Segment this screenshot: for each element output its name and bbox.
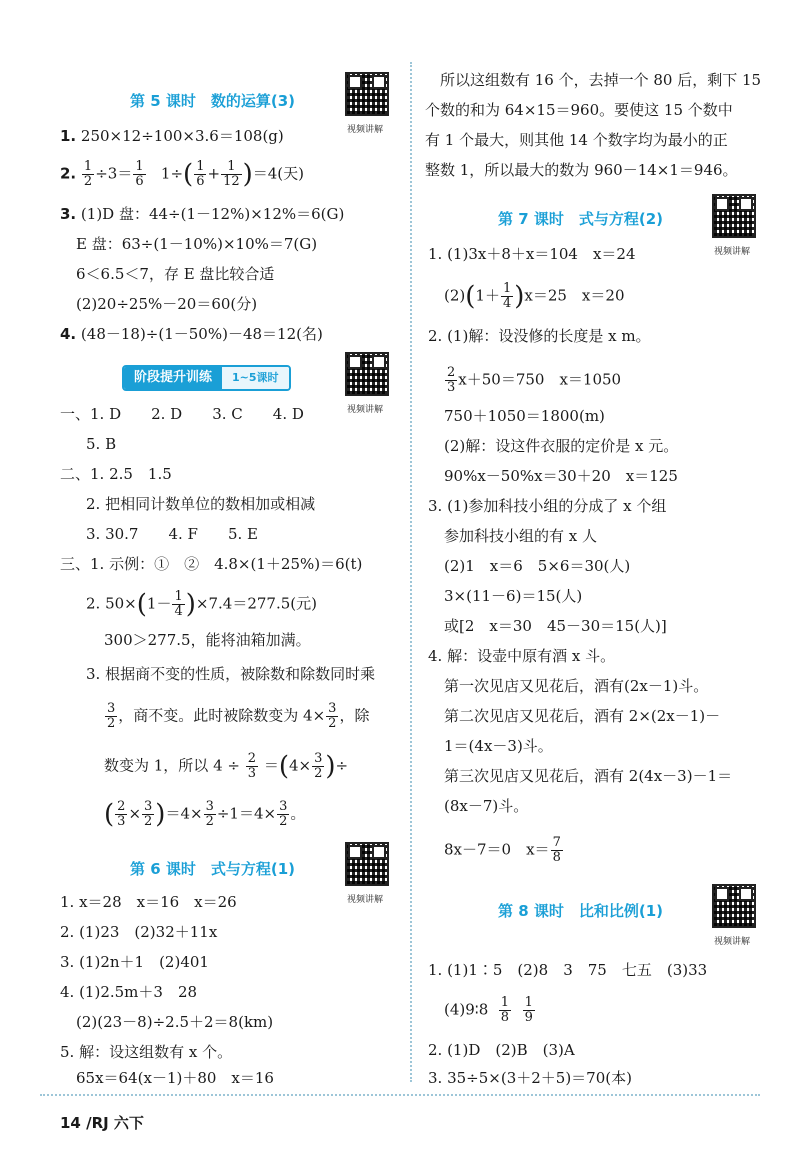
q7-2c: 750＋1050＝1800(m)	[444, 407, 605, 425]
q8-1b: (4)9∶8 $\frac{1}{8}$ $\frac{1}{9}$	[444, 995, 533, 1025]
q7-4b: 第一次见店又见花后，酒有(2x－1)斗。	[444, 677, 709, 695]
qr-label: 视频讲解	[347, 895, 384, 905]
q5-3-line4: (2)20÷25%－20＝60(分)	[76, 295, 258, 313]
lesson-6-title: 第 6 课时 式与方程(1)	[130, 860, 296, 878]
qr-code-icon[interactable]	[345, 72, 389, 116]
q7-3a: 3. (1)参加科技小组的分成了 x 个组	[428, 497, 667, 515]
part3-q3-line2: $\frac{3}{2}$ ，商不变。此时被除数变为 4× $\frac{3}{2}$ ，除	[107, 701, 370, 731]
q7-4a: 4. 解：设壶中原有酒 x 斗。	[428, 647, 616, 665]
q7-2d: (2)解：设这件衣服的定价是 x 元。	[444, 437, 679, 455]
page-footer: 14 /RJ 六下	[60, 1114, 144, 1132]
part1-line2: 5. B	[86, 435, 117, 453]
qr-label: 视频讲解	[714, 247, 751, 257]
q6-4b: (2)(23－8)÷2.5＋2＝8(km)	[76, 1013, 274, 1031]
footer-divider	[40, 1094, 760, 1096]
stage-training-banner: 阶段提升训练 1~5课时	[122, 365, 291, 391]
q7-3c: (2)1 x＝6 5×6＝30(人)	[444, 557, 631, 575]
part3-line1: 三、1. 示例：① ② 4.8×(1＋25%)＝6(t)	[60, 555, 363, 573]
q8-3: 3. 35÷5×(3＋2＋5)＝70(本)	[428, 1069, 632, 1087]
q8-2: 2. (1)D (2)B (3)A	[428, 1041, 575, 1059]
q7-3d: 3×(11－6)＝15(人)	[444, 587, 583, 605]
column-divider	[410, 62, 412, 1082]
q7-1a: 1. (1)3x＋8＋x＝104 x＝24	[428, 245, 636, 263]
part2-line2: 2. 把相同计数单位的数相加或相减	[86, 495, 316, 513]
fraction: $\frac{1}{2}$	[83, 159, 93, 189]
r-line2: 个数的和为 64×15＝960。要使这 15 个数中	[425, 101, 733, 119]
part3-q3-line4: ( $\frac{2}{3}$ × $\frac{3}{2}$ )＝4× $\frac{3}{2}$ ÷1＝4× $\frac{3}{2}$ 。	[104, 799, 306, 830]
q7-4c: 第二次见店又见花后，酒有 2×(2x－1)－	[444, 707, 721, 725]
q5-3-line3: 6＜6.5＜7，存 E 盘比较合适	[76, 265, 275, 283]
qr-label: 视频讲解	[714, 937, 751, 947]
q7-4g: 8x－7＝0 x＝ $\frac{7}{8}$	[444, 835, 561, 865]
q5-1: 1. 250×12÷100×3.6＝108(g)	[60, 127, 284, 145]
q6-4a: 4. (1)2.5m＋3 28	[60, 983, 198, 1001]
q6-2: 2. (1)23 (2)32＋11x	[60, 923, 218, 941]
qr-code-icon[interactable]	[345, 352, 389, 396]
q6-5b: 65x＝64(x－1)＋80 x＝16	[76, 1069, 274, 1087]
part3-q3-line3: 数变为 1，所以 4 ÷ $\frac{2}{3}$ ＝(4× $\frac{3}{2}$ )÷	[104, 751, 349, 782]
part3-q3-line1: 3. 根据商不变的性质，被除数和除数同时乘	[86, 665, 376, 683]
q7-1b: (2)(1＋ $\frac{1}{4}$ )x＝25 x＝20	[444, 281, 625, 312]
lesson-7-title: 第 7 课时 式与方程(2)	[498, 210, 664, 228]
qr-code-icon[interactable]	[712, 194, 756, 238]
q5-2: 2. $\frac{1}{2}$ ÷3＝ $\frac{1}{6}$ 1÷( $\frac{1}{6}$ + $\frac{1}{12}$ )＝4(天)	[60, 159, 305, 190]
part3-q2-conclusion: 300＞277.5，能将油箱加满。	[104, 631, 311, 649]
q5-3-line1: 3. (1)D 盘：44÷(1－12%)×12%＝6(G)	[60, 205, 345, 223]
q7-2a: 2. (1)解：设没修的长度是 x m。	[428, 327, 651, 345]
q8-1a: 1. (1)1∶5 (2)8 3 75 七五 (3)33	[428, 961, 708, 979]
q7-4f: (8x－7)斗。	[444, 797, 529, 815]
q6-1: 1. x＝28 x＝16 x＝26	[60, 893, 237, 911]
q6-3: 3. (1)2n＋1 (2)401	[60, 953, 209, 971]
part2-line1: 二、1. 2.5 1.5	[60, 465, 172, 483]
q7-2b: $\frac{2}{3}$ x＋50＝750 x＝1050	[447, 365, 622, 395]
part1-line1: 一、1. D 2. D 3. C 4. D	[60, 405, 304, 423]
qr-label: 视频讲解	[347, 125, 384, 135]
lesson-5-title: 第 5 课时 数的运算(3)	[130, 92, 296, 110]
qr-code-icon[interactable]	[345, 842, 389, 886]
q7-4d: 1＝(4x－3)斗。	[444, 737, 553, 755]
r-line1: 所以这组数有 16 个，去掉一个 80 后，剩下 15	[440, 71, 762, 89]
q7-2e: 90%x－50%x＝30＋20 x＝125	[444, 467, 678, 485]
qr-label: 视频讲解	[347, 405, 384, 415]
r-line4: 整数 1，所以最大的数为 960－14×1＝946。	[425, 161, 738, 179]
r-line3: 有 1 个最大，则其他 14 个数字均为最小的正	[425, 131, 728, 149]
q6-5a: 5. 解：设这组数有 x 个。	[60, 1043, 233, 1061]
q7-4e: 第三次见店又见花后，酒有 2(4x－3)－1＝	[444, 767, 733, 785]
part2-line3: 3. 30.7 4. F 5. E	[86, 525, 258, 543]
lesson-8-title: 第 8 课时 比和比例(1)	[498, 902, 664, 920]
q7-3b: 参加科技小组的有 x 人	[444, 527, 597, 545]
q5-4: 4. (48－18)÷(1－50%)－48＝12(名)	[60, 325, 323, 343]
qr-code-icon[interactable]	[712, 884, 756, 928]
q7-3e: 或[2 x＝30 45－30＝15(人)]	[444, 617, 667, 635]
q5-3-line2: E 盘：63÷(1－10%)×10%＝7(G)	[76, 235, 318, 253]
part3-q2: 2. 50×(1－ $\frac{1}{4}$ )×7.4＝277.5(元)	[86, 589, 317, 620]
